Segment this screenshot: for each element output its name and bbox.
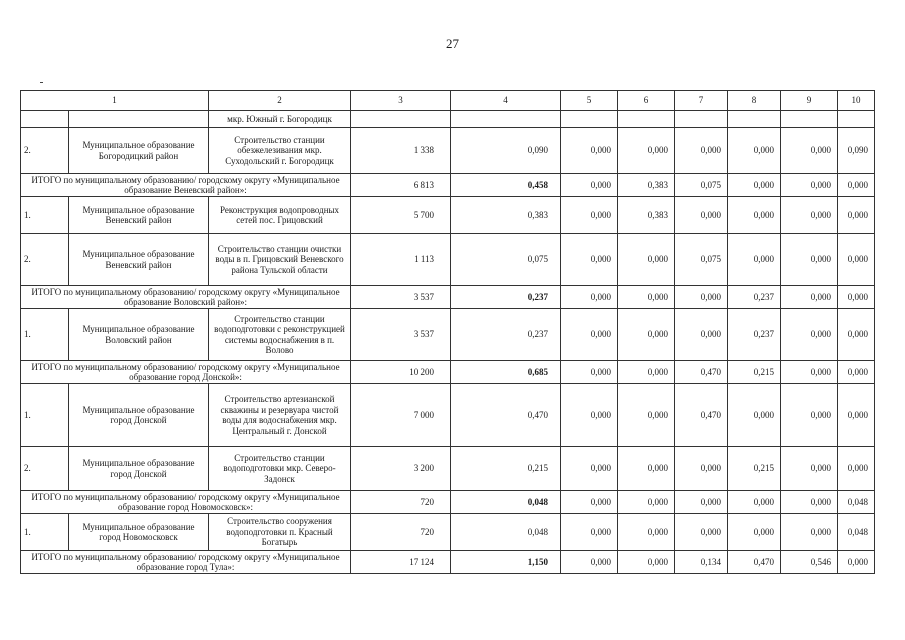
municipality-name: Муниципальное образование город Донской [69,384,209,447]
col-6-value: 0,000 [618,309,675,361]
col-10-value: 0,000 [838,551,875,574]
col-7-value: 0,470 [675,361,728,384]
col-7-value: 0,000 [675,514,728,551]
item-row [21,309,875,361]
total-row [21,361,875,384]
total-label: ИТОГО по муниципальному образованию/ городскому округу «Муниципальное образование город Новомосковск»: [21,491,351,514]
object-name: Строительство сооружения водоподготовки п. Красный Богатырь [209,514,351,551]
header-row [21,91,875,111]
municipality-name: Муниципальное образование Веневский район [69,234,209,286]
empty-cell [781,111,838,128]
total-label: ИТОГО по муниципальному образованию/ городскому округу «Муниципальное образование Веневский район»: [21,174,351,197]
col-7-value: 0,134 [675,551,728,574]
col-10-value: 0,000 [838,197,875,234]
empty-cell [561,111,618,128]
col-5-value: 0,000 [561,128,618,174]
col-5-value: 0,000 [561,551,618,574]
col-8-value: 0,237 [728,309,781,361]
col-7-value: 0,000 [675,286,728,309]
total-row [21,551,875,574]
col-5-value: 0,000 [561,197,618,234]
col-9-value: 0,000 [781,197,838,234]
empty-cell [21,111,69,128]
col-3-value: 5 700 [351,197,451,234]
col-9-value: 0,000 [781,234,838,286]
empty-cell [451,111,561,128]
col-6-value: 0,000 [618,491,675,514]
object-name: Строительство станции водоподготовки мкр. Северо-Задонск [209,447,351,491]
continuation-row [21,111,875,128]
col-5-value: 0,000 [561,491,618,514]
col-10-value: 0,000 [838,309,875,361]
col-8-value: 0,237 [728,286,781,309]
col-7-value: 0,000 [675,128,728,174]
header-cell: 7 [675,91,728,111]
col-4-value: 0,685 [451,361,561,384]
col-9-value: 0,000 [781,384,838,447]
empty-cell [838,111,875,128]
col-5-value: 0,000 [561,384,618,447]
col-4-value: 0,470 [451,384,561,447]
margin-mark [40,82,43,83]
col-5-value: 0,000 [561,286,618,309]
col-9-value: 0,000 [781,491,838,514]
empty-cell [728,111,781,128]
total-label: ИТОГО по муниципальному образованию/ городскому округу «Муниципальное образование город Донской»: [21,361,351,384]
item-row [21,234,875,286]
col-10-value: 0,048 [838,491,875,514]
col-6-value: 0,000 [618,384,675,447]
object-name: Строительство станции очистки воды в п. Грицовский Веневского района Тульской области [209,234,351,286]
item-number: 1. [21,197,69,234]
col-4-value: 1,150 [451,551,561,574]
header-cell: 5 [561,91,618,111]
item-row [21,447,875,491]
empty-cell [69,111,209,128]
object-name: Строительство станции обезжелезивания мкр. Суходольский г. Богородицк [209,128,351,174]
col-7-value: 0,470 [675,384,728,447]
col-4-value: 0,048 [451,491,561,514]
col-8-value: 0,000 [728,491,781,514]
col-5-value: 0,000 [561,174,618,197]
col-6-value: 0,000 [618,514,675,551]
col-9-value: 0,000 [781,309,838,361]
object-name: Строительство станции водоподготовки с реконструкцией системы водоснабжения в п. Волово [209,309,351,361]
col-4-value: 0,237 [451,309,561,361]
col-10-value: 0,000 [838,174,875,197]
col-8-value: 0,215 [728,361,781,384]
col-7-value: 0,075 [675,174,728,197]
municipality-name: Муниципальное образование Богородицкий район [69,128,209,174]
item-number: 1. [21,514,69,551]
item-row [21,128,875,174]
col-3-value: 3 537 [351,286,451,309]
col-6-value: 0,000 [618,551,675,574]
item-number: 2. [21,447,69,491]
col-3-value: 3 537 [351,309,451,361]
item-number: 2. [21,234,69,286]
header-cell: 3 [351,91,451,111]
header-cell: 4 [451,91,561,111]
header-cell: 8 [728,91,781,111]
col-8-value: 0,470 [728,551,781,574]
col-9-value: 0,000 [781,128,838,174]
col-10-value: 0,048 [838,514,875,551]
object-name: Строительство артезианской скважины и резервуара чистой воды для водоснабжения мкр. Центральный г. Донской [209,384,351,447]
col-3-value: 720 [351,491,451,514]
total-row [21,491,875,514]
header-cell: 1 [21,91,209,111]
col-3-value: 6 813 [351,174,451,197]
col-9-value: 0,000 [781,447,838,491]
col-8-value: 0,000 [728,384,781,447]
col-3-value: 17 124 [351,551,451,574]
object-name: Реконструкция водопроводных сетей пос. Грицовский [209,197,351,234]
col-3-value: 7 000 [351,384,451,447]
col-8-value: 0,000 [728,174,781,197]
col-5-value: 0,000 [561,309,618,361]
col-8-value: 0,000 [728,234,781,286]
municipality-name: Муниципальное образование Воловский район [69,309,209,361]
col-4-value: 0,458 [451,174,561,197]
total-label: ИТОГО по муниципальному образованию/ городскому округу «Муниципальное образование город Тула»: [21,551,351,574]
col-4-value: 0,215 [451,447,561,491]
col-6-value: 0,000 [618,361,675,384]
item-number: 2. [21,128,69,174]
item-row [21,514,875,551]
header-cell: 10 [838,91,875,111]
municipality-name: Муниципальное образование город Донской [69,447,209,491]
page-number: 27 [446,36,459,51]
item-row [21,384,875,447]
col-5-value: 0,000 [561,234,618,286]
col-6-value: 0,000 [618,234,675,286]
empty-cell [351,111,451,128]
item-number: 1. [21,309,69,361]
col-3-value: 1 113 [351,234,451,286]
header-cell: 6 [618,91,675,111]
col-9-value: 0,000 [781,286,838,309]
col-7-value: 0,075 [675,234,728,286]
col-7-value: 0,000 [675,491,728,514]
item-row [21,197,875,234]
col-8-value: 0,000 [728,128,781,174]
col-5-value: 0,000 [561,361,618,384]
col-9-value: 0,546 [781,551,838,574]
col-4-value: 0,090 [451,128,561,174]
col-4-value: 0,383 [451,197,561,234]
col-4-value: 0,237 [451,286,561,309]
col-10-value: 0,000 [838,286,875,309]
col-6-value: 0,383 [618,174,675,197]
total-label: ИТОГО по муниципальному образованию/ городскому округу «Муниципальное образование Воловский район»: [21,286,351,309]
col-7-value: 0,000 [675,197,728,234]
col-6-value: 0,000 [618,286,675,309]
col-3-value: 1 338 [351,128,451,174]
col-7-value: 0,000 [675,447,728,491]
funding-table [20,90,875,574]
col-6-value: 0,000 [618,447,675,491]
total-row [21,174,875,197]
col-5-value: 0,000 [561,514,618,551]
col-8-value: 0,215 [728,447,781,491]
col-6-value: 0,383 [618,197,675,234]
col-9-value: 0,000 [781,514,838,551]
col-4-value: 0,048 [451,514,561,551]
object-name: мкр. Южный г. Богородицк [209,111,351,128]
col-5-value: 0,000 [561,447,618,491]
col-6-value: 0,000 [618,128,675,174]
municipality-name: Муниципальное образование город Новомосковск [69,514,209,551]
col-8-value: 0,000 [728,197,781,234]
col-10-value: 0,000 [838,234,875,286]
col-10-value: 0,090 [838,128,875,174]
municipality-name: Муниципальное образование Веневский район [69,197,209,234]
item-number: 1. [21,384,69,447]
col-10-value: 0,000 [838,447,875,491]
empty-cell [675,111,728,128]
col-3-value: 720 [351,514,451,551]
header-cell: 9 [781,91,838,111]
total-row [21,286,875,309]
col-8-value: 0,000 [728,514,781,551]
col-3-value: 3 200 [351,447,451,491]
col-9-value: 0,000 [781,361,838,384]
col-10-value: 0,000 [838,384,875,447]
empty-cell [618,111,675,128]
header-cell: 2 [209,91,351,111]
col-4-value: 0,075 [451,234,561,286]
col-10-value: 0,000 [838,361,875,384]
col-3-value: 10 200 [351,361,451,384]
col-9-value: 0,000 [781,174,838,197]
col-7-value: 0,000 [675,309,728,361]
